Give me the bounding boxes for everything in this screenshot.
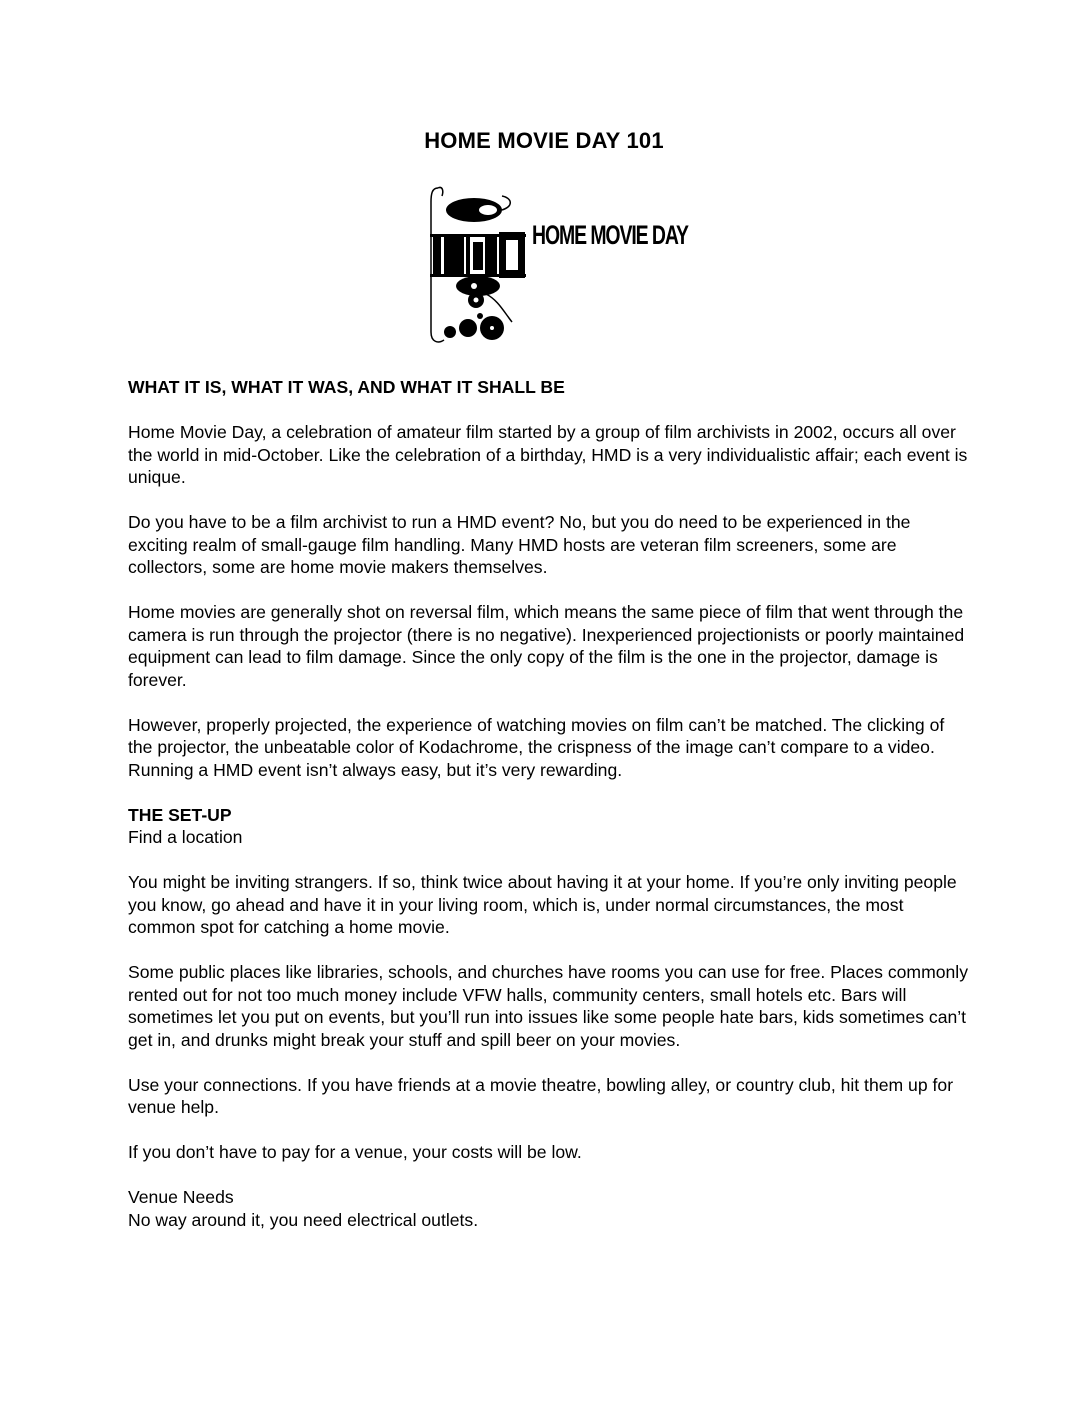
section-heading-setup: THE SET-UP bbox=[128, 804, 232, 825]
paragraph: You might be inviting strangers. If so, think twice about having it at your home. If you’re only inviting people you know, go ahead and have it in your living room, which is, under normal circumstances, the most common spot for catching a home movie. bbox=[128, 872, 957, 937]
subheading-venue-needs: Venue Needs bbox=[128, 1187, 234, 1207]
paragraph: If you don’t have to pay for a venue, your costs will be low. bbox=[128, 1142, 582, 1162]
paragraph: Use your connections. If you have friends at a movie theatre, bowling alley, or country club, hit them up for venue help. bbox=[128, 1074, 954, 1117]
paragraph: Home Movie Day, a celebration of amateur film started by a group of film archivists in 2002, occurs all over the world in mid-October. Like the celebration of a birthday, HMD is a very individualistic affair; each event is unique. bbox=[128, 422, 968, 487]
paragraph: Do you have to be a film archivist to run a HMD event? No, but you do need to be experienced in the exciting realm of small-gauge film handling. Many HMD hosts are veteran film screeners, some are collectors, some are home movie makers themselves. bbox=[128, 512, 911, 577]
paragraph: Home movies are generally shot on reversal film, which means the same piece of film that went through the camera is run through the projector (there is no negative). Inexperienced projectionists or poorly maintained equipment can lead to film damage. Since the only copy of the film is the one in the projector, damage is forever. bbox=[128, 602, 965, 690]
logo-wordmark: HOME MOVIE DAY bbox=[532, 220, 688, 250]
subheading-find-location: Find a location bbox=[128, 827, 243, 847]
section-heading-intro: WHAT IT IS, WHAT IT WAS, AND WHAT IT SHALL BE bbox=[128, 377, 565, 397]
paragraph: Some public places like libraries, schools, and churches have rooms you can use for free. Places commonly rented out for not too much money include VFW halls, community centers, small hotels etc. Bars will sometimes let you put on events, but you’ll run into issues like some people hate bars, kids sometimes can’t get in, and drunks might break your stuff and spill beer on your movies. bbox=[128, 962, 969, 1050]
paragraph: No way around it, you need electrical outlets. bbox=[128, 1209, 479, 1230]
document-body bbox=[128, 376, 968, 1231]
paragraph: However, properly projected, the experience of watching movies on film can’t be matched. The clicking of the projector, the unbeatable color of Kodachrome, the crispness of the image can’t compare to a video. Running a HMD event isn’t always easy, but it’s very rewarding. bbox=[128, 714, 945, 780]
home-movie-day-logo bbox=[428, 182, 688, 348]
page-title: HOME MOVIE DAY 101 bbox=[424, 128, 664, 153]
film-reel-logo-icon bbox=[428, 182, 668, 348]
